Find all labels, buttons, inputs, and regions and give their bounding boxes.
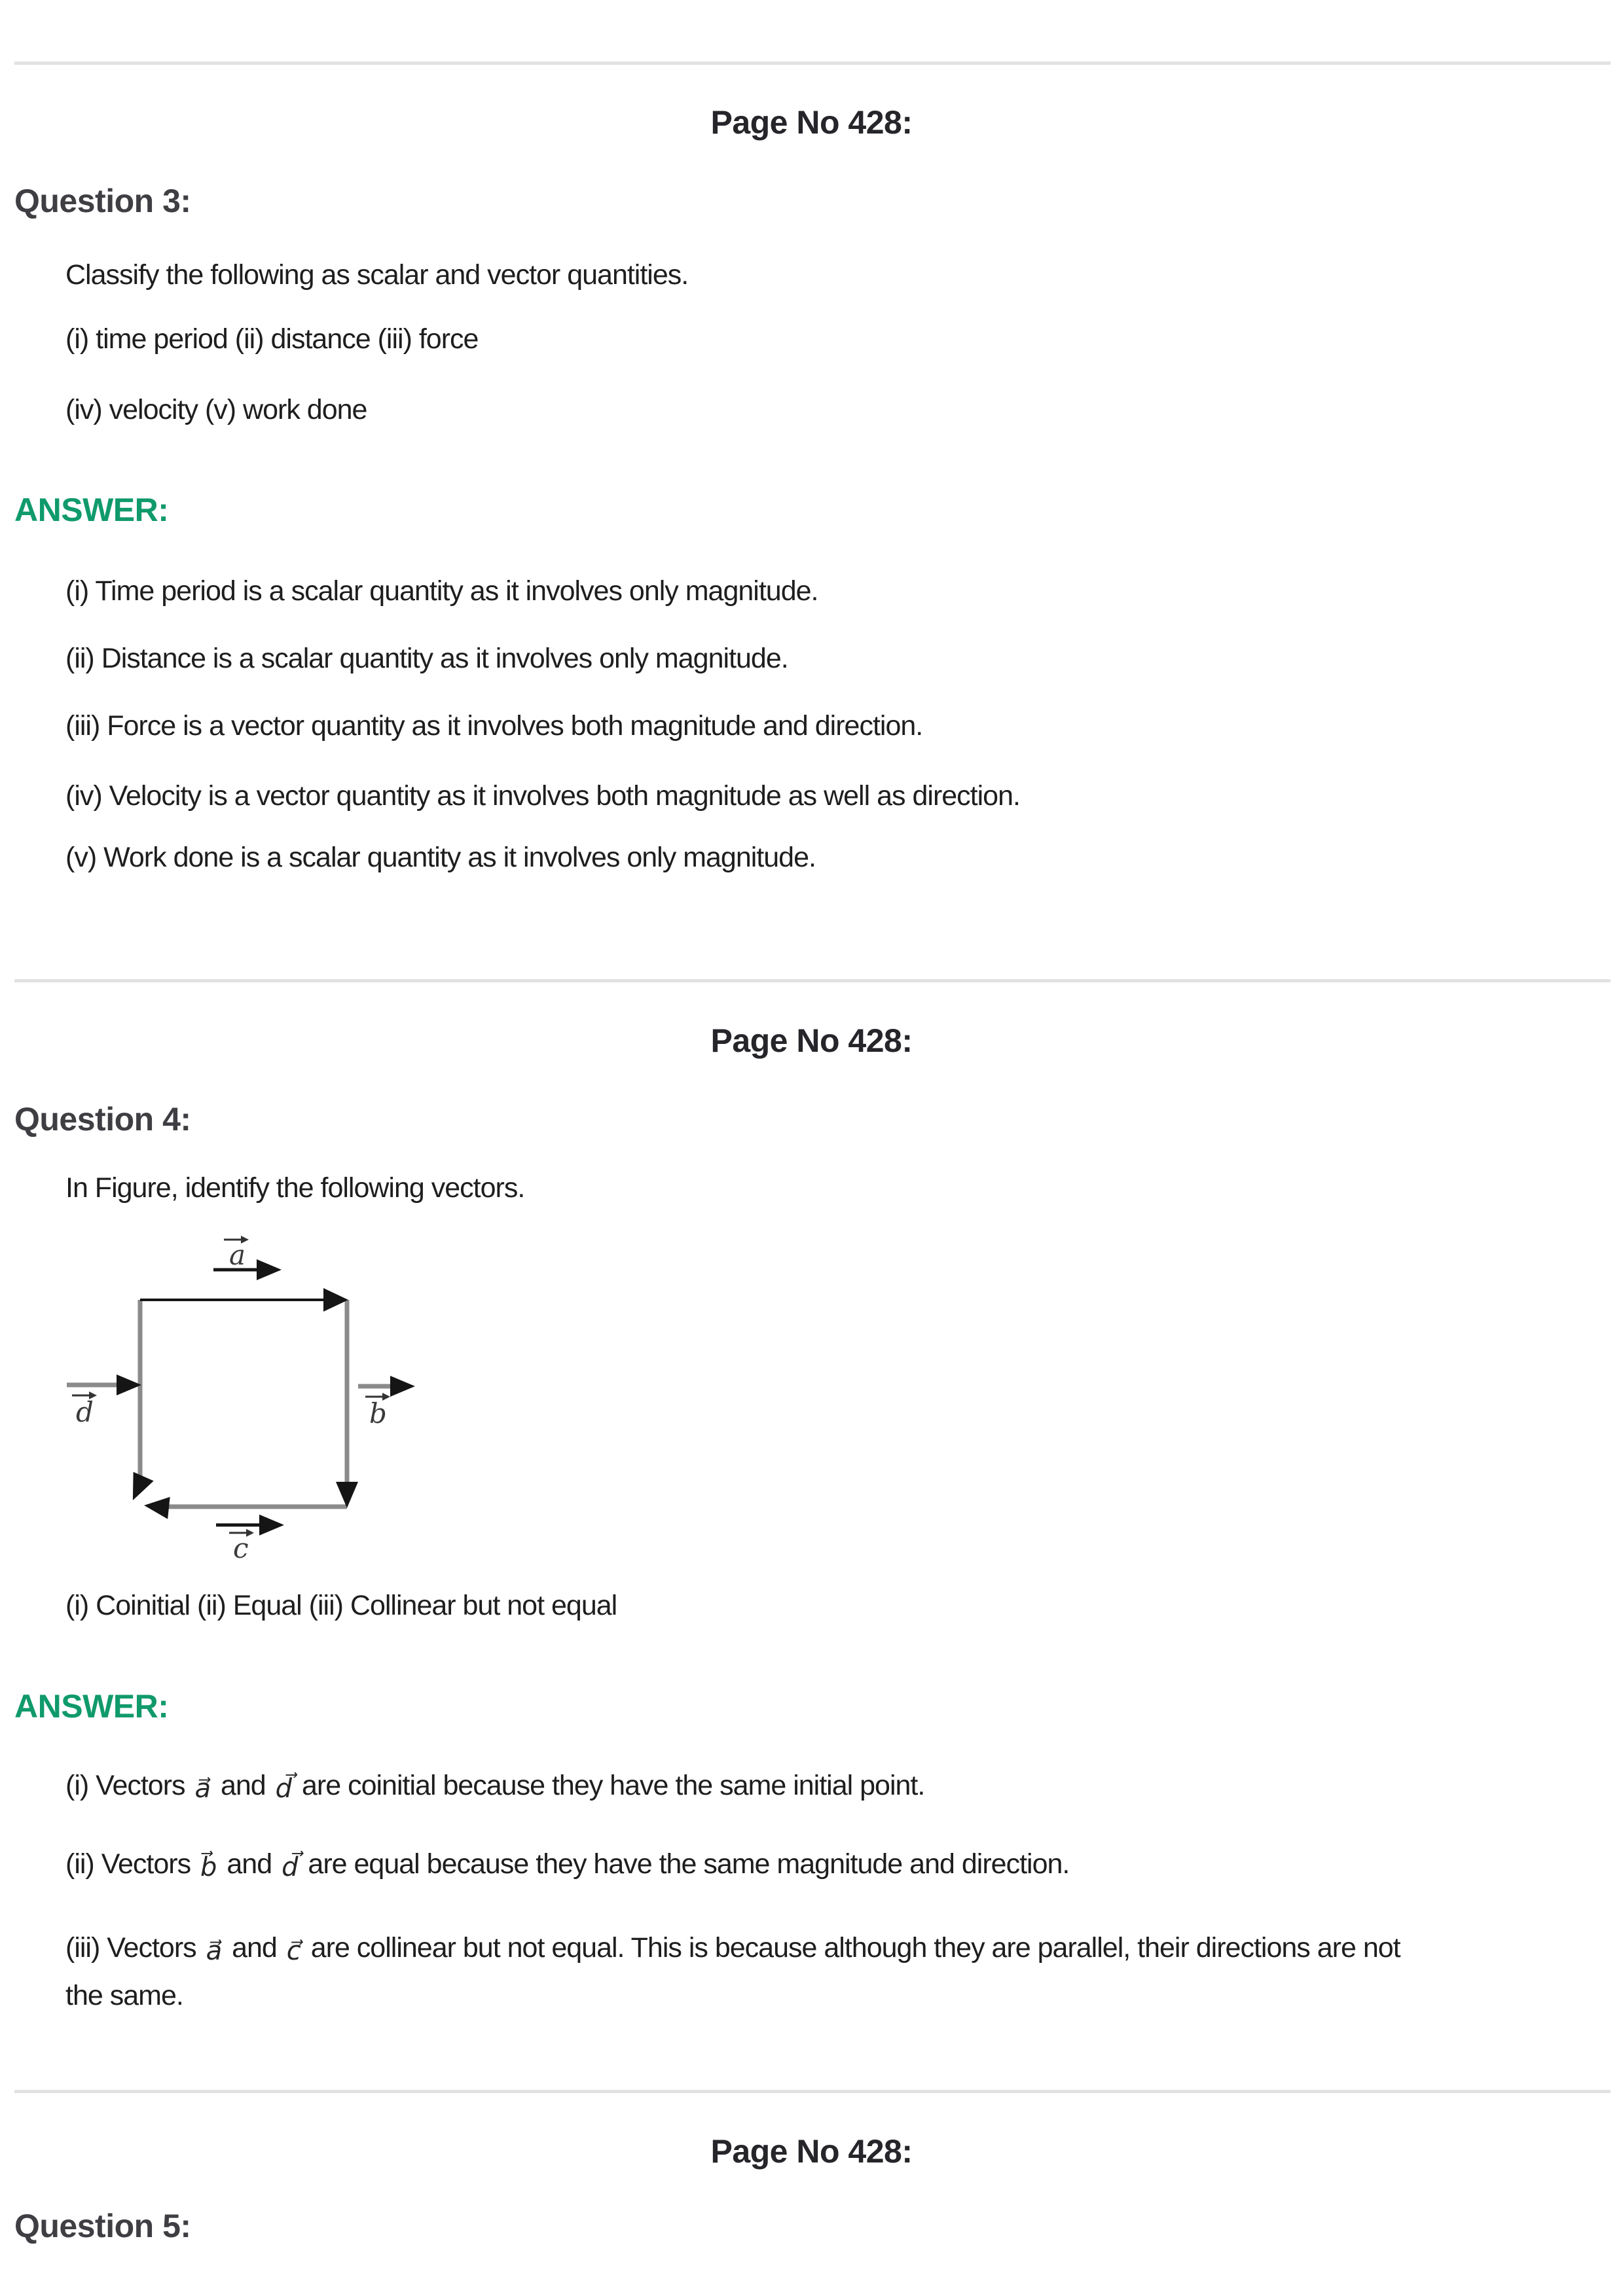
answer-text: are coinitial because they have the same initial point. [295, 1770, 925, 1801]
question-5-heading: Question 5: [14, 2208, 191, 2244]
section-divider [14, 62, 1611, 65]
vector-symbol: d⃗ [275, 1774, 293, 1804]
question-4-intro: In Figure, identify the following vectors. [65, 1172, 525, 1204]
vector-symbol: a⃗ [194, 1774, 211, 1804]
question-3-items-1: (i) time period (ii) distance (iii) force [65, 323, 479, 355]
vector-a-arrowhead [257, 1259, 282, 1280]
question-3-items-2: (iv) velocity (v) work done [65, 394, 367, 425]
answer-text: (iii) Vectors [65, 1932, 204, 1964]
answer-item: (iii) Force is a vector quantity as it involves both magnitude and direction. [65, 710, 923, 742]
answer-item: (ii) Distance is a scalar quantity as it involves only magnitude. [65, 643, 788, 674]
answer-heading: ANSWER: [14, 492, 169, 528]
section-divider [14, 2090, 1611, 2093]
arrowhead-top-edge [323, 1288, 348, 1312]
page-number-heading: Page No 428: [710, 1022, 913, 1059]
figure-label-b: b [369, 1397, 387, 1429]
vector-d-arrowhead [117, 1374, 141, 1395]
answer-text: and [219, 1848, 280, 1880]
vector-symbol: b⃗ [200, 1852, 217, 1882]
page-number-heading: Page No 428: [710, 2133, 913, 2170]
answer-text: are collinear but not equal. This is because although they are parallel, their directions are not [303, 1932, 1400, 1964]
q4-figure [52, 1230, 445, 1564]
vector-symbol: d⃗ [282, 1852, 299, 1882]
arrowhead-bottom-edge [143, 1494, 170, 1519]
q4-answer-item [65, 1848, 1069, 1880]
vector-symbol: c⃗ [286, 1936, 301, 1966]
answer-text: and [225, 1932, 284, 1964]
figure-label-a: a [229, 1239, 246, 1271]
answer-item: (iv) Velocity is a vector quantity as it involves both magnitude as well as direction. [65, 780, 1020, 812]
question-4-items: (i) Coinitial (ii) Equal (iii) Collinear but not equal [65, 1590, 617, 1621]
question-3-heading: Question 3: [14, 183, 191, 219]
answer-heading: ANSWER: [14, 1688, 169, 1725]
section-divider [14, 979, 1611, 982]
vector-symbol: a⃗ [206, 1936, 223, 1966]
q4-answer-item [65, 1924, 1617, 2019]
answer-text: and [213, 1770, 273, 1801]
q4-answer-item [65, 1770, 924, 1802]
answer-item: (i) Time period is a scalar quantity as it involves only magnitude. [65, 575, 818, 607]
answer-text: are equal because they have the same magnitude and direction. [301, 1848, 1070, 1880]
page-number-heading: Page No 428: [710, 104, 913, 141]
answer-text: (ii) Vectors [65, 1848, 198, 1880]
answer-text: (i) Vectors [65, 1770, 192, 1801]
figure-label-c: c [233, 1532, 249, 1564]
answer-item: (v) Work done is a scalar quantity as it involves only magnitude. [65, 842, 816, 873]
arrowhead-left-edge [122, 1472, 153, 1505]
figure-label-d: d [76, 1396, 94, 1428]
vector-b-arrowhead [390, 1376, 415, 1397]
answer-text-continued: the same. [65, 1980, 183, 2011]
question-4-heading: Question 4: [14, 1101, 191, 1138]
arrowhead-right-edge [336, 1482, 358, 1508]
vector-c-arrowhead [259, 1515, 284, 1535]
question-3-text: Classify the following as scalar and vector quantities. [65, 259, 689, 291]
